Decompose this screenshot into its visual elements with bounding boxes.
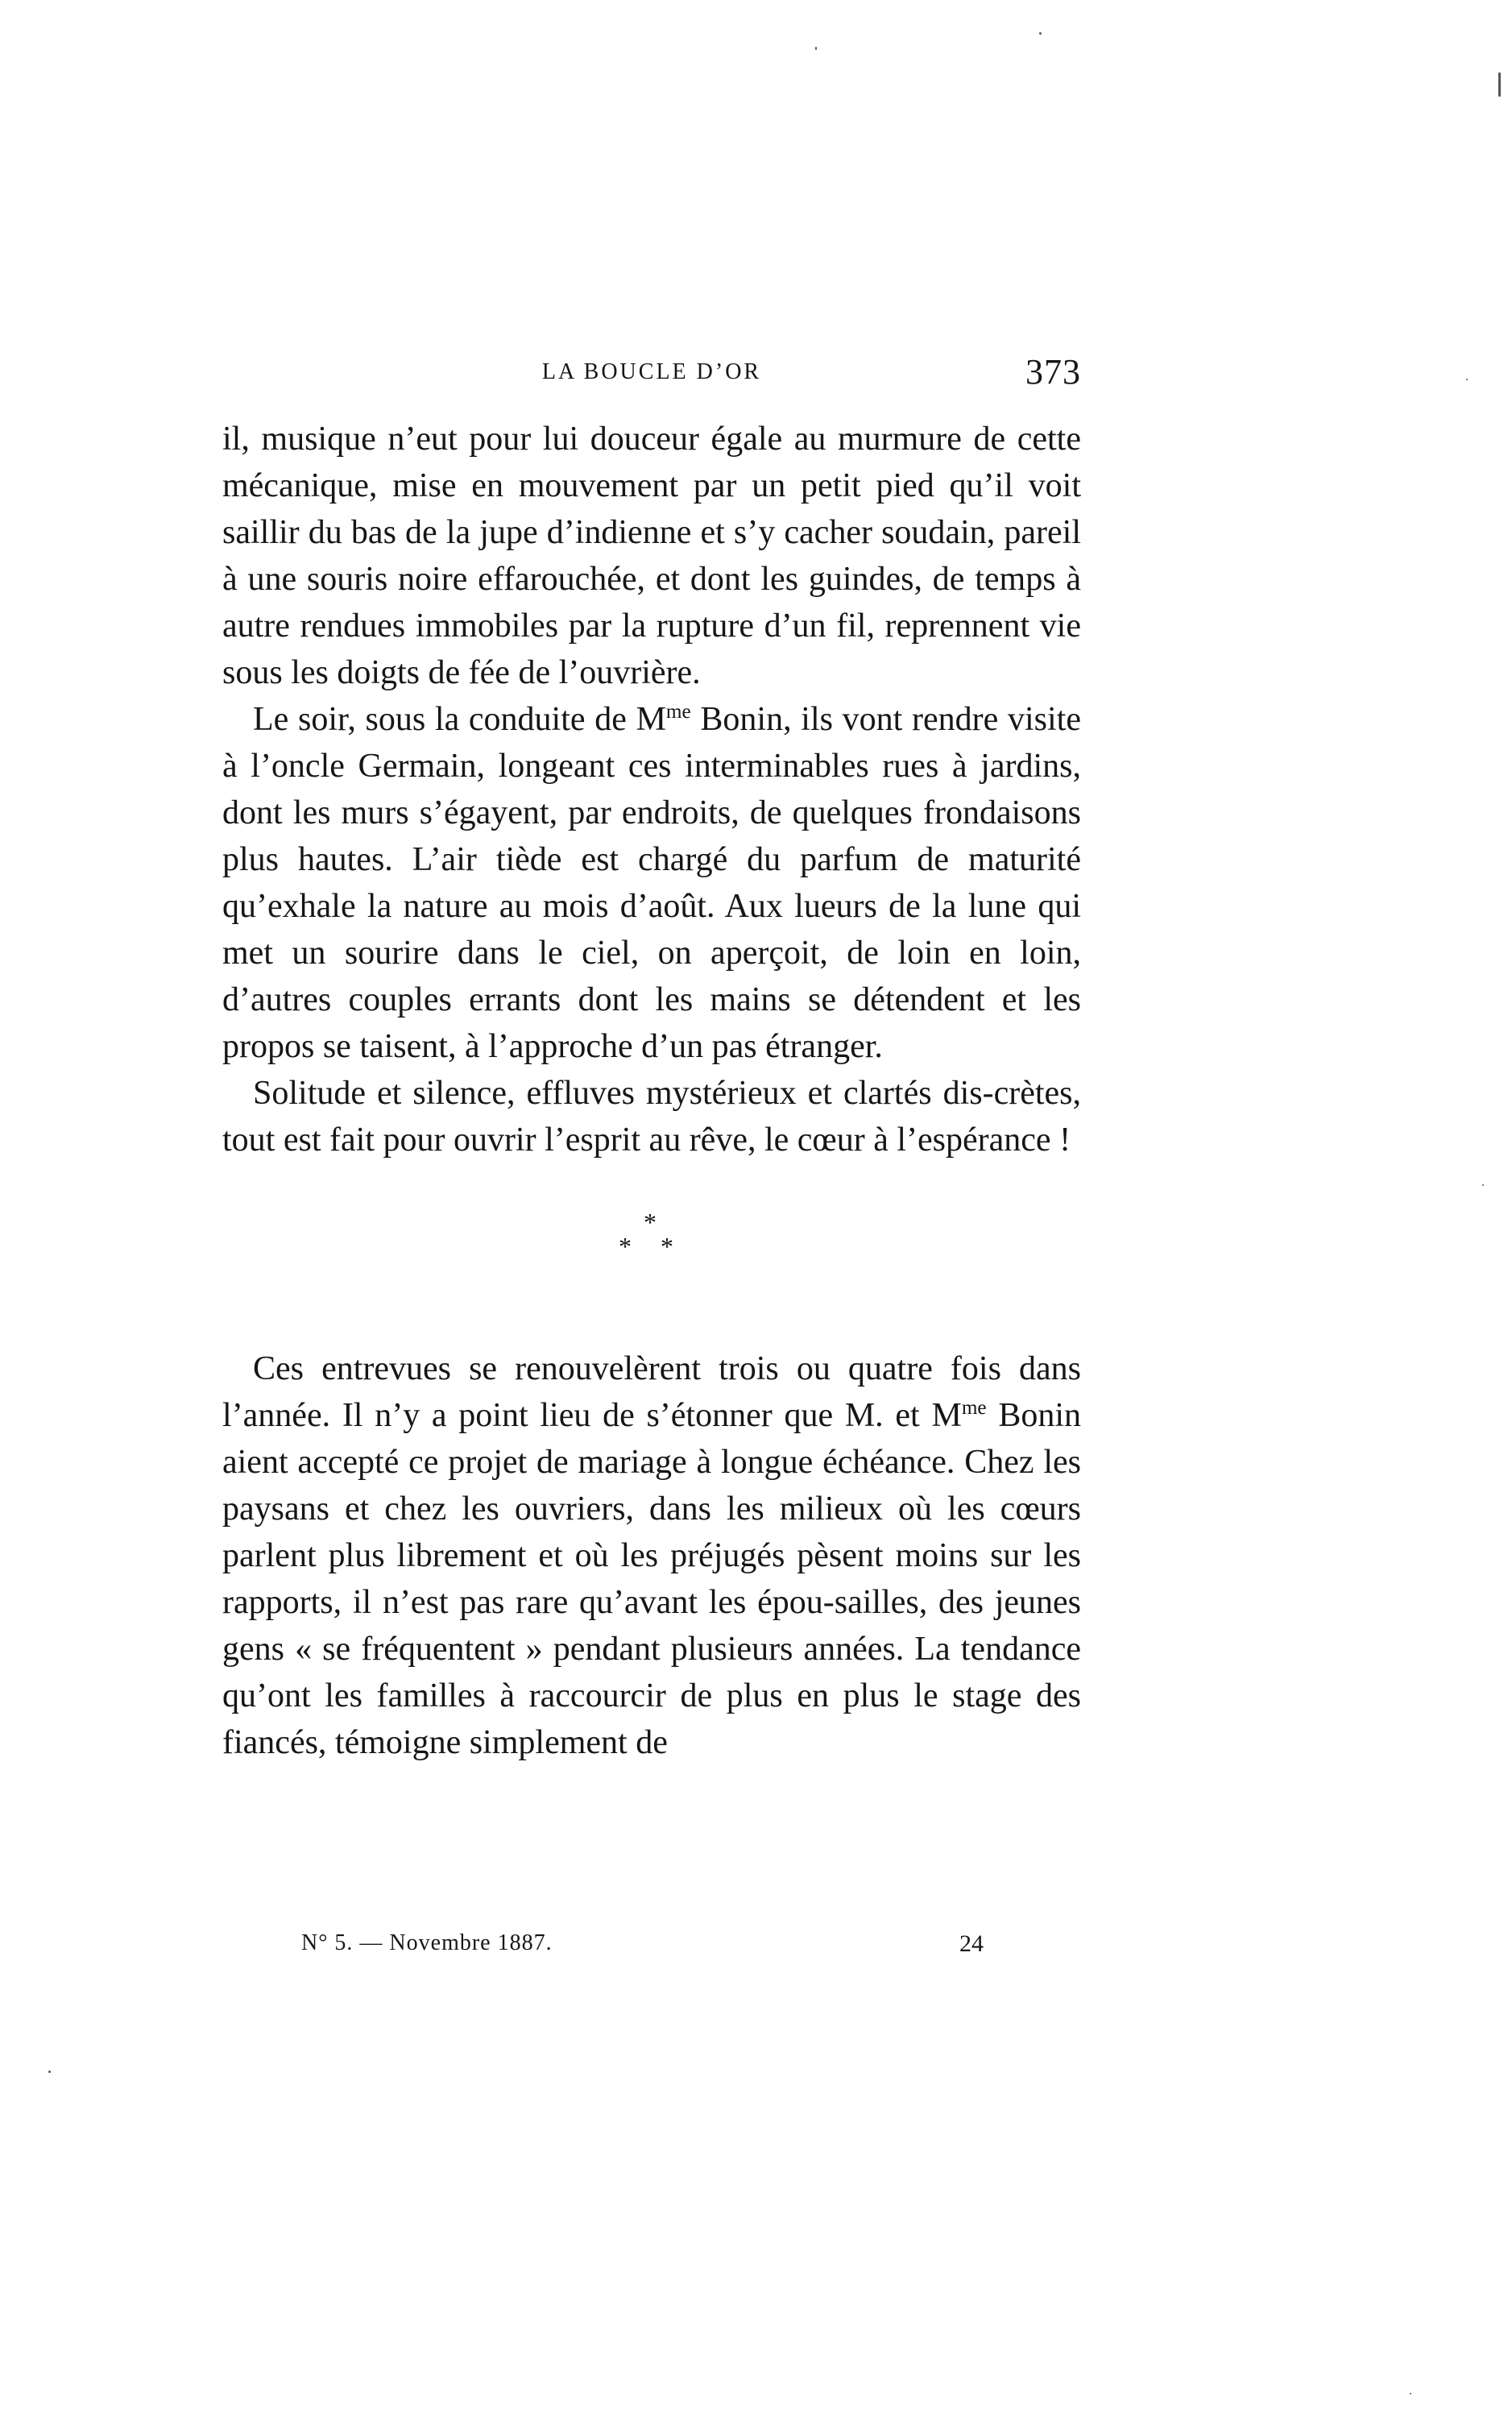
text-run: Bonin, ils vont rendre visite à l’oncle Germain, longeant ces interminables rues à jardins, dont les murs s’égayent, par endroits, de quelques frondaisons plus hautes. L’air tiède est chargé du parfum de maturité qu’exhale la nature au mois d’août. Aux lueurs de la lune qui met un sourire dans le ciel, on aperçoit, de loin en loin, d’autres couples errants dont les mains se détendent et les propos se taisent, à l’approche d’un pas étranger.	[222, 701, 1081, 1065]
running-header	[222, 351, 1081, 400]
scan-speck	[1039, 32, 1042, 35]
paragraph	[222, 1070, 1081, 1163]
scan-speck	[48, 2071, 51, 2073]
scan-speck	[1466, 379, 1468, 380]
paragraph	[222, 696, 1081, 1070]
superscript: me	[665, 700, 691, 723]
text-run: Bonin aient accepté ce projet de mariage à longue échéance. Chez les paysans et chez les ouvriers, dans les milieux où les cœurs parlent plus librement et où les préjugés pèsent moins sur les rapports, il n’est pas rare qu’avant les épou-sailles, des jeunes gens « se fréquentent » pendant plusieurs années. La tendance qu’ont les familles à raccourcir de plus en plus le stage des fiancés, témoigne simplement de	[222, 1397, 1082, 1761]
superscript: me	[961, 1396, 987, 1419]
asterism-top: *	[644, 1208, 660, 1237]
text-run: Le soir, sous la conduite de M	[253, 701, 666, 738]
paragraphs-before-break	[222, 416, 1081, 1163]
asterism-bottom: * *	[619, 1232, 685, 1261]
text-run: Solitude et silence, effluves mystérieux et clartés dis-crètes, tout est fait pour ouvrir l’esprit au rêve, le cœur à l’espérance !	[222, 1075, 1081, 1159]
paragraph	[222, 416, 1081, 696]
body-text	[222, 416, 1081, 1766]
scan-speck	[1410, 2393, 1411, 2394]
page-footer	[222, 1930, 1081, 1963]
paragraph	[222, 1345, 1081, 1766]
text-run: il, musique n’eut pour lui douceur égale au murmure de cette mécanique, mise en mouvement par un petit pied qu’il voit saillir du bas de la jupe d’indienne et s’y cacher soudain, pareil à une souris noire effarouchée, et dont les guindes, de temps à autre rendues immobiles par la rupture d’un fil, reprennent vie sous les doigts de fée de l’ouvrière.	[222, 421, 1081, 691]
scan-speck	[1482, 1184, 1484, 1186]
text-run: Ces entrevues se renouvelèrent trois ou quatre fois dans l’année. Il n’y a point lieu de s’étonner que M. et M	[222, 1350, 1081, 1434]
section-break-asterism	[222, 1208, 1081, 1261]
signature-mark: 24	[959, 1930, 984, 1957]
paragraphs-after-break	[222, 1345, 1081, 1766]
issue-line: N° 5. — Novembre 1887.	[301, 1930, 553, 1955]
page-number: 373	[1025, 352, 1081, 392]
running-title: LA BOUCLE D’OR	[541, 359, 762, 384]
scan-speck	[815, 47, 817, 50]
scan-speck	[1498, 73, 1501, 97]
